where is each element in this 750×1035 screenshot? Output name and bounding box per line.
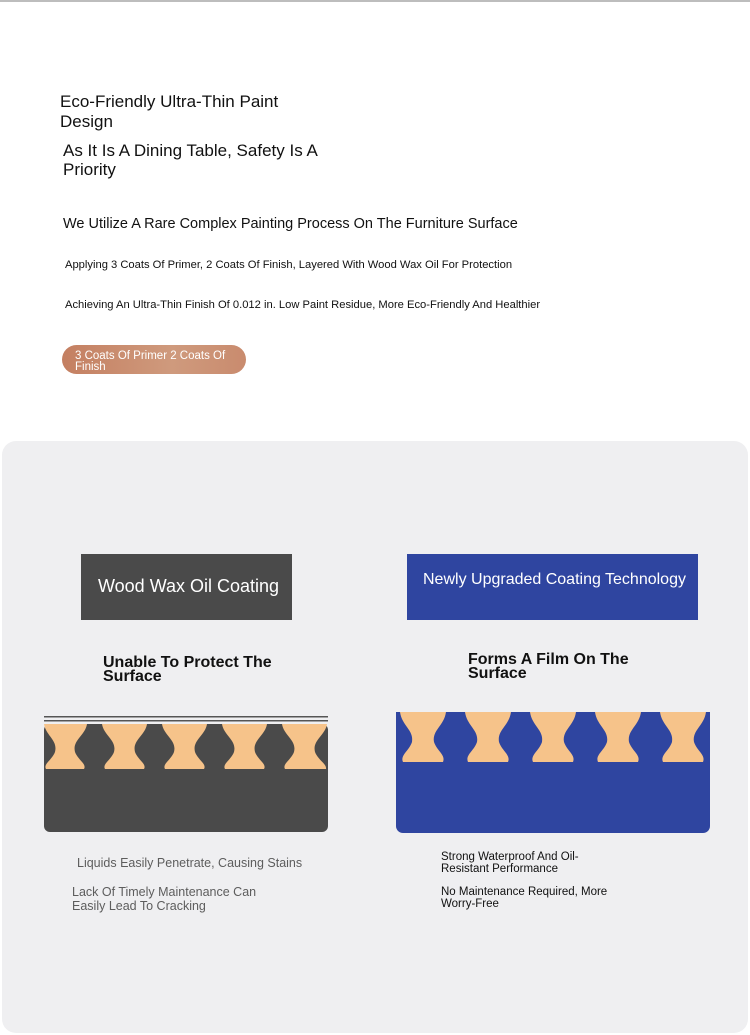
upgraded-coating-diagram [396,712,710,833]
right-note-waterproof: Strong Waterproof And Oil-Resistant Performance [441,851,579,875]
top-divider [0,0,750,2]
page-title: Eco-Friendly Ultra-Thin Paint Design [60,92,279,131]
upgraded-coating-label: Newly Upgraded Coating Technology [407,554,698,620]
intro-line-primer: Applying 3 Coats Of Primer, 2 Coats Of Finish, Layered With Wood Wax Oil For Protection [65,259,513,271]
intro-line-finish: Achieving An Ultra-Thin Finish Of 0.012 in. Low Paint Residue, More Eco-Friendly And Healthier [65,299,541,311]
intro-heading: We Utilize A Rare Complex Painting Process On The Furniture Surface [63,216,518,232]
wood-wax-oil-diagram [44,714,328,833]
diagram-top-line-2 [44,720,328,722]
left-note-stains: Liquids Easily Penetrate, Causing Stains [77,856,303,870]
coats-badge: 3 Coats Of Primer 2 Coats Of Finish [62,345,246,374]
right-note-maintenance: No Maintenance Required, More Worry-Free [441,886,608,910]
page-subtitle: As It Is A Dining Table, Safety Is A Priority [63,141,317,179]
diagram-top-line-1 [44,716,328,718]
wood-wax-oil-label: Wood Wax Oil Coating [81,554,292,620]
right-subtitle: Forms A Film On The Surface [468,651,629,682]
left-subtitle: Unable To Protect The Surface [103,654,272,685]
left-note-cracking: Lack Of Timely Maintenance Can Easily Lead To Cracking [72,885,257,913]
